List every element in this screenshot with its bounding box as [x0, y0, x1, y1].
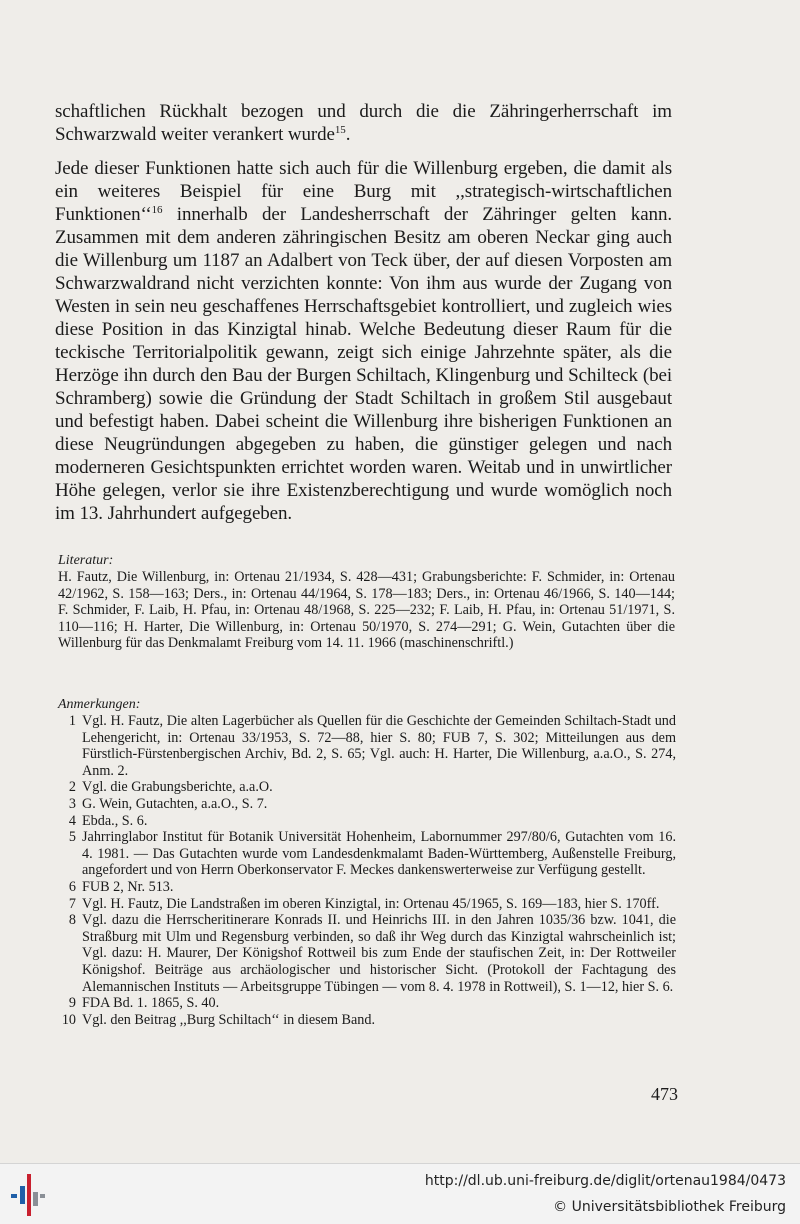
anmerkungen-heading: Anmerkungen: [58, 697, 141, 712]
note-number: 2 [68, 779, 76, 796]
note-number: 8 [68, 912, 76, 929]
logo-bar-mid-blue [20, 1186, 25, 1204]
note-item [56, 1012, 676, 1029]
page-number: 473 [651, 1084, 678, 1104]
paragraph-text: schaftlichen Rückhalt bezogen und durch die die Zähringerherrschaft im Schwarzwald weiter verankert wurde [55, 101, 672, 145]
note-item [56, 896, 676, 913]
note-item [56, 879, 676, 896]
anmerkungen-list [56, 713, 676, 1028]
body-paragraph-1 [55, 100, 672, 146]
note-item [56, 912, 676, 995]
logo-bar-center-red [27, 1174, 31, 1216]
note-text: Ebda., S. 6. [82, 812, 148, 829]
note-number: 5 [68, 829, 76, 846]
note-text: Vgl. dazu die Herrscheritinerare Konrads II. und Heinrichs III. in den Jahren 1035/36 bzw. 1041, die Straßburg mit Ulm und Regensburg verbinden, so daß ihr Weg durch das Kinzigtal wahrscheinlich ist; Vgl. dazu: H. Maurer, Der Königshof Rottweil bis zum Ende der staufischen Zeit, in: Der Rottweiler Königshof. Beiträge aus archäologischer und historischer Sicht. (Protokoll der Fachtagung des Alemannischen Instituts — Arbeitsgruppe Tübingen — vom 8. 4. 1978 in Rottweil), S. 1—12, hier S. 6. [82, 912, 676, 995]
note-item [56, 779, 676, 796]
copyright-text: © Universitätsbibliothek Freiburg [553, 1199, 786, 1215]
note-text: Vgl. H. Fautz, Die alten Lagerbücher als Quellen für die Geschichte der Gemeinden Schiltach-Stadt und Lehengericht, in: Ortenau 33/1953, S. 72—88, hier S. 80; FUB 7, S. 302; Mitteilungen aus dem Fürstlich-Fürstenbergischen Archiv, Bd. 2, S. 65; Vgl. auch: H. Harter, Die Willenburg, a.a.O., S. 274, Anm. 2. [82, 713, 676, 779]
note-item [56, 813, 676, 830]
note-number: 6 [68, 878, 76, 895]
note-text: Jahrringlabor Institut für Botanik Universität Hohenheim, Labornummer 297/80/6, Gutachten vom 16. 4. 1981. — Das Gutachten wurde vom Landesdenkmalamt Baden-Württemberg, Außenstelle Freiburg, angefordert und von Herrn Oberkonservator F. Meckes dankenswerterweise zur Verfügung gestellt. [82, 829, 676, 879]
note-number: 3 [68, 795, 76, 812]
paragraph-text-part2: innerhalb der Landesherrschaft der Zähringer gelten kann. Zusammen mit dem anderen zähringischen Besitz am oberen Neckar ging auch die Willenburg um 1187 an Adalbert von Teck über, der auf diesen Vorposten am Schwarzwaldrand nicht verzichten konnte: Von ihm aus wurde der Zugang von Westen in sein neu geschaffenes Herrschaftsgebiet kontrolliert, und zugleich wies diese Position in das Kinzigtal hinab. Welche Bedeutung dieser Raum für die teckische Territorialpolitik gewann, zeigt sich einige Jahrzehnte später, als die Herzöge ihn durch den Bau der Burgen Schiltach, Klingenburg und Schilteck (bei Schramberg) sowie die Gründung der Stadt Schiltach in großem Stil ausgebaut und befestigt haben. Dabei scheint die Willenburg ihre bisherigen Funktionen an diese Neugründungen abgegeben zu haben, die günstiger gelegen und nach moderneren Gesichtspunkten errichtet worden waren. Weitab und in unwirtlicher Höhe gelegen, verlor sie ihre Existenzberechtigung und wurde womöglich noch im 13. Jahrhundert aufgegeben. [55, 204, 672, 524]
footer-bar [0, 1163, 800, 1224]
note-number: 1 [68, 713, 76, 729]
note-number: 7 [68, 895, 76, 912]
paragraph-text-part1: Jede dieser Funktionen hatte sich auch für die Willenburg ergeben, die damit als ein weiteres Beispiel für eine Burg mit ,,strategisch-wirtschaftlichen Funktionen‘‘ [55, 158, 672, 225]
literatur-heading: Literatur: [58, 553, 114, 568]
ub-freiburg-logo-icon [10, 1172, 46, 1218]
logo-bar-left [11, 1194, 17, 1198]
note-number: 9 [68, 995, 76, 1012]
note-text: FUB 2, Nr. 513. [82, 878, 174, 895]
note-text: FDA Bd. 1. 1865, S. 40. [82, 995, 220, 1012]
note-item [56, 995, 676, 1012]
note-item [56, 829, 676, 879]
paragraph-end: . [345, 124, 351, 145]
note-text: Vgl. den Beitrag ,,Burg Schiltach‘‘ in diesem Band. [82, 1011, 376, 1028]
note-text: Vgl. H. Fautz, Die Landstraßen im oberen Kinzigtal, in: Ortenau 45/1965, S. 169—183, hier S. 170ff. [82, 895, 660, 912]
logo-bar-far-right [40, 1194, 45, 1198]
digital-copy-link[interactable]: http://dl.ub.uni-freiburg.de/diglit/ortenau1984/0473 [424, 1173, 786, 1189]
note-number: 4 [68, 812, 76, 829]
note-item [56, 796, 676, 813]
body-paragraph-2 [55, 157, 672, 525]
note-item [56, 713, 676, 779]
logo-bar-right-grey [33, 1192, 38, 1206]
literatur-text: H. Fautz, Die Willenburg, in: Ortenau 21/1934, S. 428—431; Grabungsberichte: F. Schmider, in: Ortenau 42/1962, S. 158—163; Ders., in: Ortenau 44/1964, S. 178—183; Ders., in: Ortenau 46/1966, S. 140—144; F. Schmider, F. Laib, H. Pfau, in: Ortenau 48/1968, S. 225—232; F. Laib, H. Pfau, in: Ortenau 51/1971, S. 110—116; H. Harter, Die Willenburg, in: Ortenau 50/1970, S. 274—291; G. Wein, Gutachten über die Willenburg für das Denkmalamt Freiburg vom 14. 11. 1966 (maschinenschriftl.) [58, 569, 675, 652]
footnote-ref-16: 16 [151, 204, 163, 216]
note-number: 10 [61, 1011, 76, 1028]
note-text: G. Wein, Gutachten, a.a.O., S. 7. [82, 795, 268, 812]
footnote-ref-15: 15 [334, 124, 346, 136]
note-text: Vgl. die Grabungsberichte, a.a.O. [82, 779, 273, 796]
